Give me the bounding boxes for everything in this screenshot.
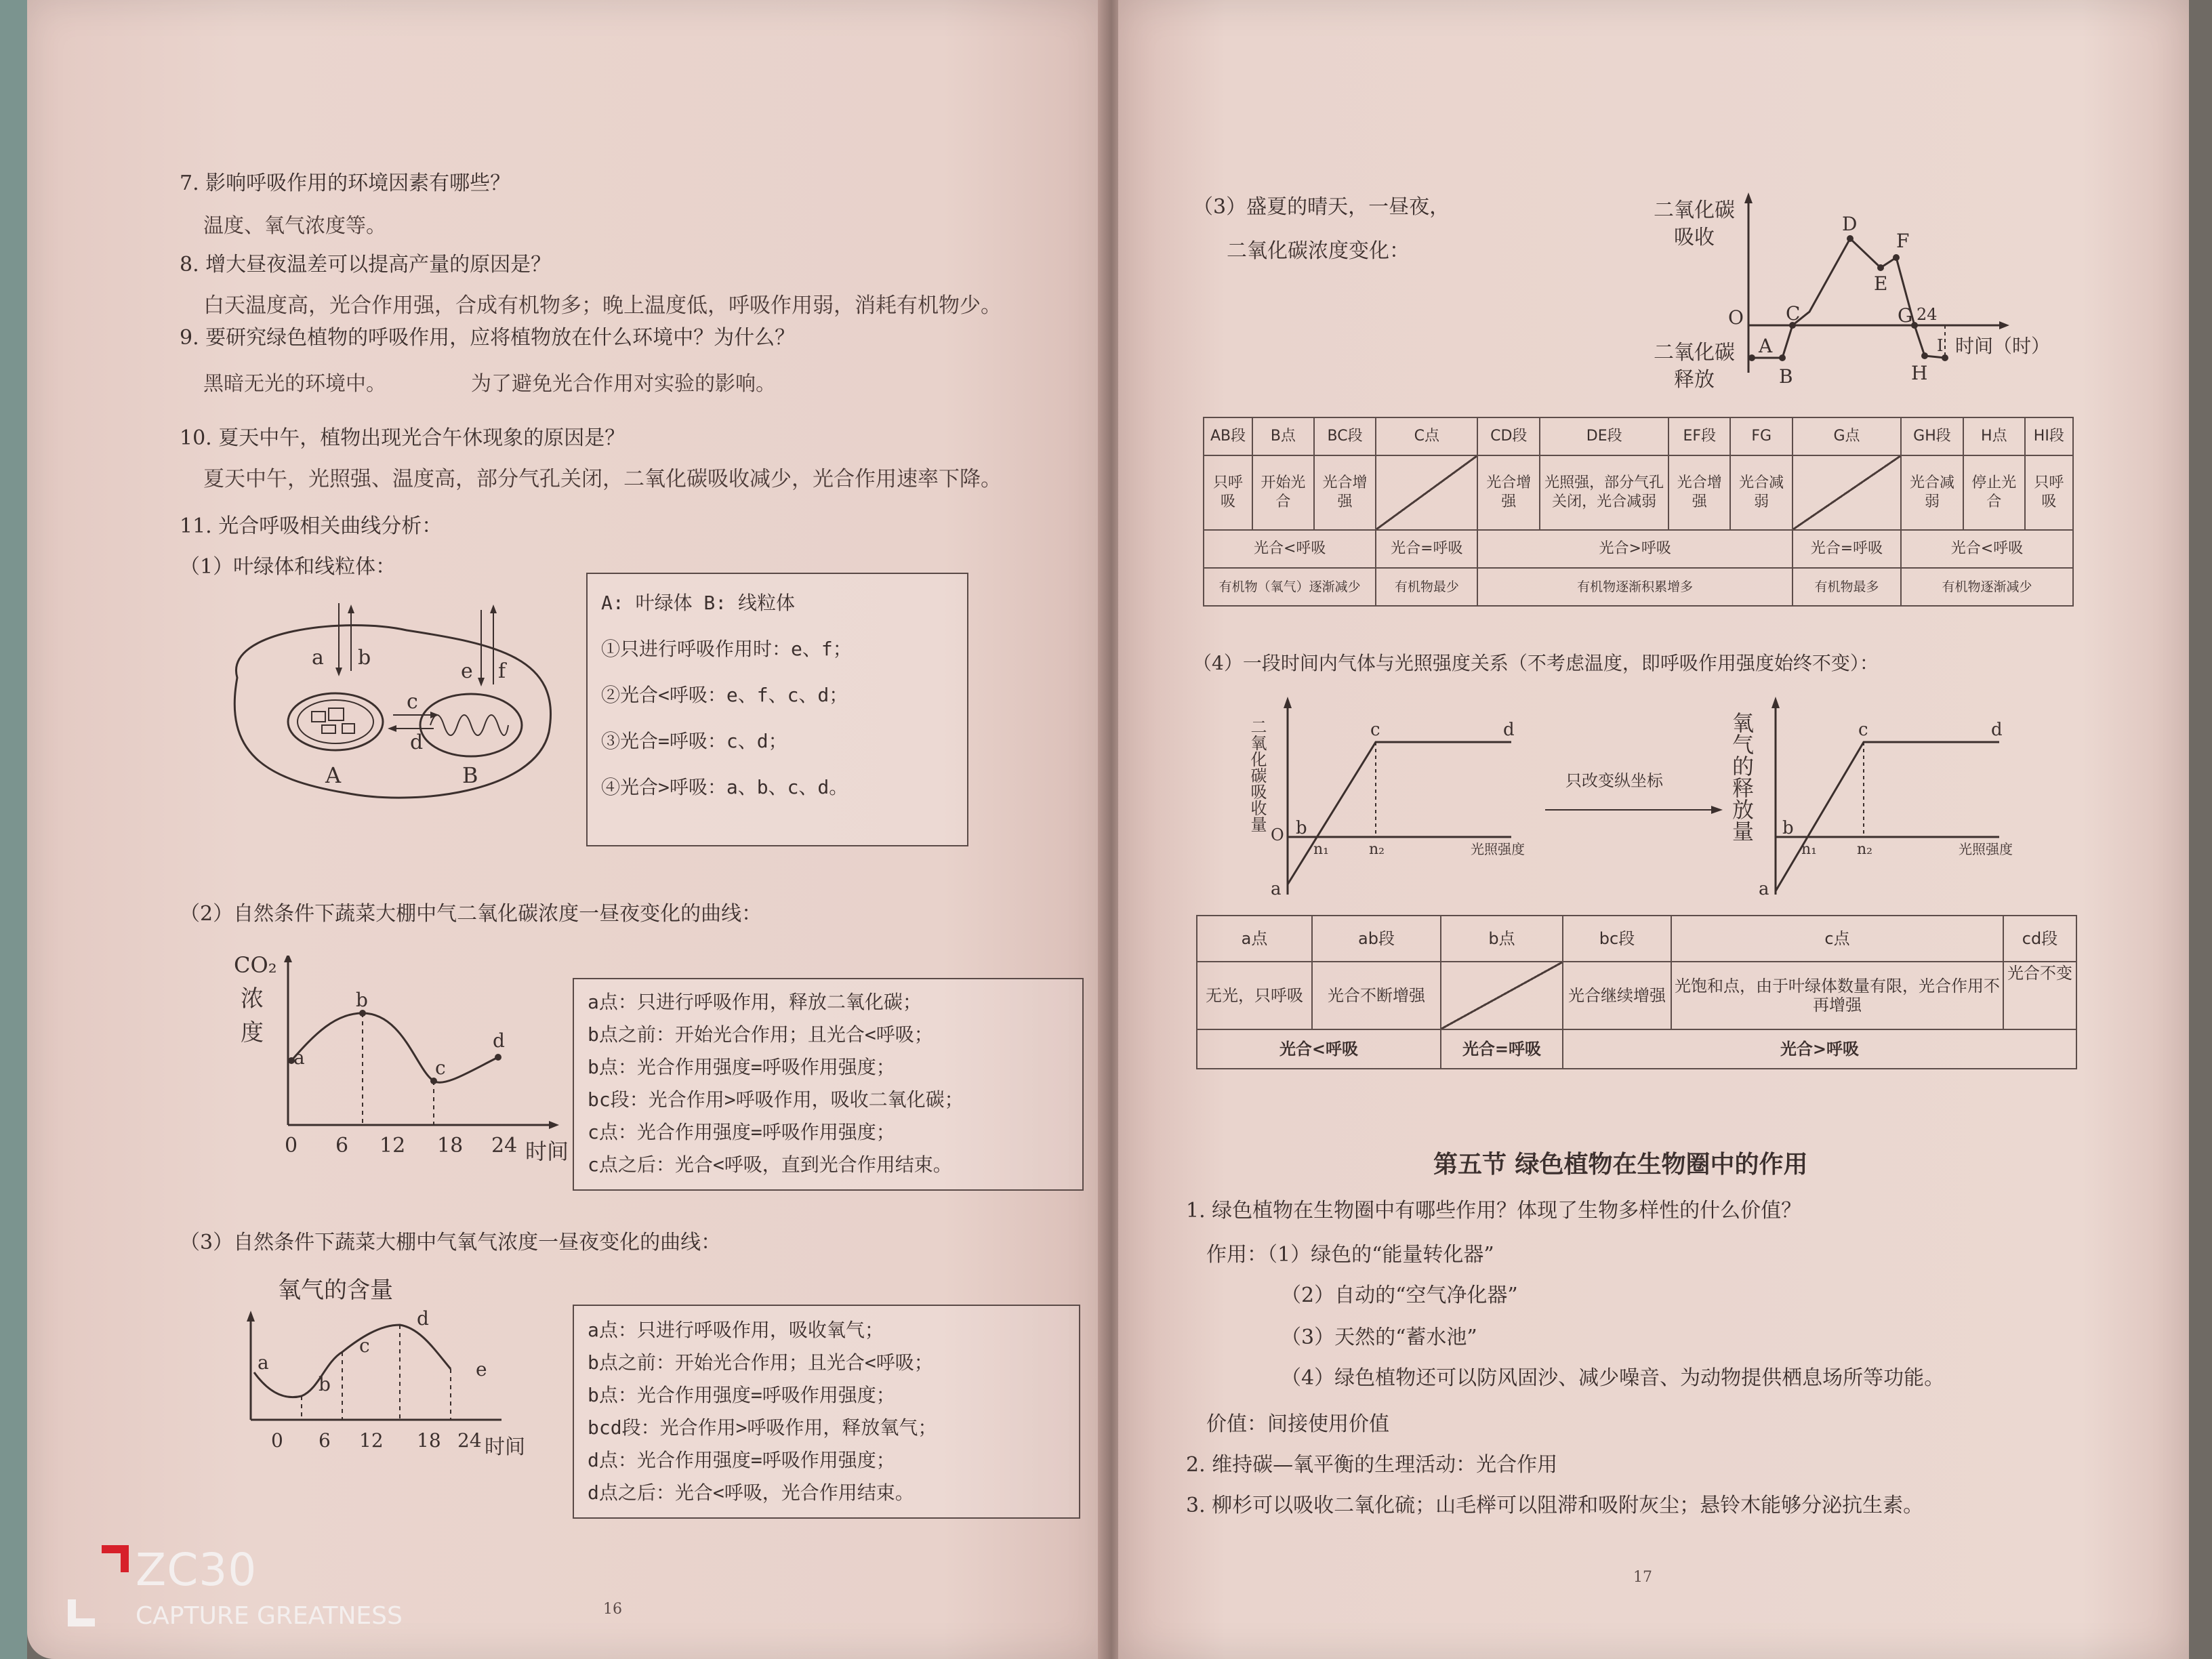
co2-line-6: c点之后：光合<呼吸，直到光合作用结束。 — [588, 1153, 952, 1176]
t2-r2-1: 光合<呼吸 — [1197, 1029, 1441, 1069]
o2-point-e: e — [476, 1358, 487, 1380]
question-8: 8. 增大昼夜温差可以提高产量的原因是？ — [180, 253, 552, 276]
legend-line-4: ③光合=呼吸：c、d； — [601, 730, 787, 752]
section-q1-d: （4）绿色植物还可以防风固沙、减少噪音、为动物提供栖息场所等功能。 — [1281, 1366, 1945, 1390]
answer-7: 温度、氧气浓度等。 — [203, 214, 386, 238]
t1-r1-gh: 光合减弱 — [1901, 455, 1963, 530]
label-f: f — [498, 659, 506, 683]
sub-2-title: （2）自然条件下蔬菜大棚中气二氧化碳浓度一昼夜变化的曲线： — [180, 902, 762, 926]
co2-line-2: b点之前：开始光合作用；且光合<呼吸； — [588, 1023, 933, 1046]
t1-h-h: H点 — [1963, 417, 2025, 455]
section-q1-a: 作用：（1）绿色的“能量转化器” — [1206, 1243, 1494, 1267]
t1-r3-4: 有机物最多 — [1793, 568, 1901, 606]
label-a: a — [312, 646, 324, 670]
g1-b: b — [1296, 818, 1307, 838]
t2-h-bc: bc段 — [1563, 916, 1671, 962]
t2-h-c: c点 — [1671, 916, 2003, 962]
answer-9a: 黑暗无光的环境中。 — [203, 372, 386, 396]
g1-a: a — [1271, 879, 1282, 899]
section-q1-b: （2）自动的“空气净化器” — [1281, 1284, 1518, 1307]
g2-b: b — [1782, 818, 1794, 838]
o2-xlabel: 时间 — [485, 1435, 525, 1459]
curve-E: E — [1874, 272, 1888, 295]
right-page — [1118, 0, 2189, 1659]
co2-point-b: b — [356, 989, 368, 1011]
o2-point-c: c — [359, 1334, 370, 1357]
co2-tick-12: 12 — [380, 1134, 406, 1158]
label-e: e — [461, 659, 473, 683]
curve-D: D — [1842, 213, 1858, 235]
r-sub3-line2: 二氧化碳浓度变化： — [1227, 239, 1410, 263]
t2-r1-cd: 光合不变 — [2003, 962, 2076, 1029]
answer-9b: 为了避免光合作用对实验的影响。 — [471, 372, 776, 396]
curve-y-bot-2: 释放 — [1674, 368, 1715, 392]
g1-xlabel: 光照强度 — [1471, 841, 1525, 857]
label-chloroplast: A — [325, 762, 342, 788]
t1-h-c: C点 — [1376, 417, 1477, 455]
t1-r1-b: 开始光合 — [1252, 455, 1314, 530]
t2-h-b: b点 — [1441, 916, 1563, 962]
t1-r1-ef: 光合增强 — [1668, 455, 1730, 530]
answer-10: 夏天中午，光照强、温度高，部分气孔关闭，二氧化碳吸收减少，光合作用速率下降。 — [203, 467, 1002, 491]
curve-xlabel: 时间（时） — [1955, 335, 2051, 357]
camera-watermark — [27, 1538, 434, 1640]
t2-r1-ab: 光合不断增强 — [1312, 962, 1441, 1029]
t1-h-b: B点 — [1252, 417, 1314, 455]
label-b: b — [358, 646, 371, 670]
co2-ylabel-3: 度 — [241, 1019, 264, 1046]
o2-line-1: a点：只进行呼吸作用，吸收氧气； — [588, 1319, 884, 1341]
label-d: d — [410, 731, 424, 754]
question-11: 11. 光合呼吸相关曲线分析： — [180, 514, 443, 538]
t2-r1-a: 无光，只呼吸 — [1197, 962, 1312, 1029]
legend-line-1: A: 叶绿体 B: 线粒体 — [601, 592, 796, 614]
t2-h-ab: ab段 — [1312, 916, 1441, 962]
co2-tick-24: 24 — [491, 1134, 518, 1158]
co2-explanation-box — [573, 978, 1084, 1191]
legend-line-3: ②光合<呼吸：e、f、c、d； — [601, 684, 848, 706]
section-q2: 2. 维持碳—氧平衡的生理活动：光合作用 — [1186, 1453, 1558, 1477]
t1-r2-1: 光合<呼吸 — [1204, 530, 1376, 568]
section-title: 第五节 绿色植物在生物圈中的作用 — [1433, 1151, 1808, 1179]
o2-point-b: b — [319, 1373, 331, 1395]
t2-r1-b — [1441, 962, 1563, 1029]
t1-h-gh: GH段 — [1901, 417, 1963, 455]
axis-change-label: 只改变纵坐标 — [1565, 771, 1663, 790]
t1-h-hi: HI段 — [2025, 417, 2073, 455]
o2-ylabel: 氧气的含量 — [278, 1277, 393, 1304]
curve-I: I — [1937, 336, 1944, 355]
co2-tick-6: 6 — [335, 1134, 349, 1158]
sub-1-title: （1）叶绿体和线粒体： — [180, 555, 396, 579]
co2-tick-18: 18 — [437, 1134, 464, 1158]
legend-line-2: ①只进行呼吸作用时：e、f； — [601, 638, 852, 660]
o2-line-5: d点：光合作用强度=呼吸作用强度； — [588, 1449, 895, 1471]
t1-r1-c — [1376, 455, 1477, 530]
co2-point-a: a — [293, 1046, 305, 1069]
t2-r1-bc: 光合继续增强 — [1563, 962, 1671, 1029]
co2-line-5: c点：光合作用强度=呼吸作用强度； — [588, 1121, 895, 1143]
g1-o: O — [1271, 825, 1284, 844]
t1-h-de: DE段 — [1540, 417, 1668, 455]
background-edge — [0, 0, 27, 1659]
co2-line-4: bc段：光合作用>呼吸作用，吸收二氧化碳； — [588, 1088, 964, 1111]
g1-n1: n₁ — [1313, 841, 1329, 858]
light-intensity-graphs — [1240, 691, 2121, 908]
curve-F: F — [1896, 230, 1910, 252]
t2-r2-3: 光合>呼吸 — [1563, 1029, 2076, 1069]
o2-point-d: d — [417, 1307, 429, 1330]
co2-point-d: d — [493, 1029, 505, 1052]
light-table — [1196, 915, 2077, 1069]
g2-n1: n₁ — [1801, 841, 1817, 858]
t1-r1-bc: 光合增强 — [1314, 455, 1376, 530]
curve-origin: O — [1728, 306, 1744, 329]
co2-chart — [200, 956, 579, 1172]
page-number-right: 17 — [1633, 1569, 1652, 1586]
t1-r3-2: 有机物最少 — [1376, 568, 1477, 606]
co2-line-1: a点：只进行呼吸作用，释放二氧化碳； — [588, 991, 922, 1013]
t1-r1-ab: 只呼吸 — [1204, 455, 1252, 530]
organelle-diagram — [210, 603, 576, 820]
section-q1-c: （3）天然的“蓄水池” — [1281, 1326, 1477, 1349]
curve-y-top-1: 二氧化碳 — [1654, 199, 1735, 222]
left-page — [27, 0, 1105, 1659]
g2-c: c — [1858, 720, 1868, 740]
g1-ylabel-text: 二氧化碳吸收量 — [1248, 718, 1267, 832]
g1-d: d — [1503, 720, 1515, 740]
r-sub3-line1: （3）盛夏的晴天，一昼夜， — [1193, 195, 1450, 219]
t1-r2-3: 光合>呼吸 — [1477, 530, 1793, 568]
label-mitochondria: B — [462, 762, 478, 788]
t1-r1-h: 停止光合 — [1963, 455, 2025, 530]
curve-y-top-2: 吸收 — [1674, 226, 1715, 249]
co2-day-curve — [1613, 190, 2060, 393]
o2-tick-12: 12 — [359, 1429, 384, 1452]
co2-tick-0: 0 — [285, 1134, 298, 1158]
legend-line-5: ④光合>呼吸：a、b、c、d。 — [601, 776, 848, 798]
question-7: 7. 影响呼吸作用的环境因素有哪些？ — [180, 171, 511, 195]
t1-r1-cd: 光合增强 — [1477, 455, 1540, 530]
curve-A: A — [1759, 335, 1773, 357]
question-9: 9. 要研究绿色植物的呼吸作用，应将植物放在什么环境中？为什么？ — [180, 326, 796, 350]
r-sub4-title: （4）一段时间内气体与光照强度关系（不考虑温度，即呼吸作用强度始终不变）： — [1193, 652, 1879, 674]
o2-tick-18: 18 — [417, 1429, 441, 1452]
co2-ylabel-1: CO₂ — [234, 956, 277, 978]
day-curve-table — [1203, 417, 2074, 607]
t1-h-cd: CD段 — [1477, 417, 1540, 455]
curve-G: G — [1898, 304, 1913, 327]
t1-h-fg: FG — [1730, 417, 1793, 455]
o2-tick-24: 24 — [457, 1429, 482, 1452]
t1-r1-de: 光照强，部分气孔关闭，光合减弱 — [1540, 455, 1668, 530]
section-q3: 3. 柳杉可以吸收二氧化硫；山毛榉可以阻滞和吸附灰尘；悬铃木能够分泌抗生素。 — [1186, 1494, 1924, 1517]
t1-r1-fg: 光合减弱 — [1730, 455, 1793, 530]
curve-24: 24 — [1917, 305, 1938, 324]
g2-a: a — [1759, 879, 1769, 899]
t1-r3-5: 有机物逐渐减少 — [1901, 568, 2073, 606]
g2-n2: n₂ — [1857, 841, 1872, 858]
page-number-left: 16 — [603, 1601, 622, 1618]
t2-h-a: a点 — [1197, 916, 1312, 962]
g2-ylabel-text: 氧气的释放量 — [1729, 712, 1755, 842]
g1-c: c — [1370, 720, 1380, 740]
co2-line-3: b点：光合作用强度=呼吸作用强度； — [588, 1056, 895, 1078]
o2-tick-6: 6 — [319, 1429, 331, 1452]
watermark-slogan: CAPTURE GREATNESS — [136, 1602, 403, 1630]
curve-C: C — [1786, 302, 1801, 325]
o2-explanation-box — [573, 1305, 1080, 1519]
t1-r3-1: 有机物（氧气）逐渐减少 — [1204, 568, 1376, 606]
answer-8: 白天温度高，光合作用强，合成有机物多；晚上温度低，呼吸作用弱，消耗有机物少。 — [203, 293, 1002, 318]
camera-logo-icon — [68, 1545, 136, 1626]
curve-B: B — [1779, 365, 1793, 388]
o2-line-2: b点之前：开始光合作用；且光合<呼吸； — [588, 1351, 933, 1374]
watermark-model: ZC30 — [136, 1544, 258, 1596]
t1-h-ab: AB段 — [1204, 417, 1252, 455]
t1-h-g: G点 — [1793, 417, 1901, 455]
o2-line-3: b点：光合作用强度=呼吸作用强度； — [588, 1384, 895, 1406]
t1-h-ef: EF段 — [1668, 417, 1730, 455]
t2-h-cd: cd段 — [2003, 916, 2076, 962]
co2-ylabel-2: 浓 — [241, 985, 264, 1012]
t2-r1-c: 光饱和点，由于叶绿体数量有限，光合作用不再增强 — [1671, 962, 2003, 1029]
t1-h-bc: BC段 — [1314, 417, 1376, 455]
t1-r2-2: 光合=呼吸 — [1376, 530, 1477, 568]
o2-point-a: a — [258, 1351, 269, 1374]
g2-d: d — [1991, 720, 2003, 740]
curve-y-bot-1: 二氧化碳 — [1654, 341, 1735, 365]
g1-ylabel — [1248, 718, 1267, 832]
curve-H: H — [1911, 362, 1928, 384]
o2-line-6: d点之后：光合<呼吸，光合作用结束。 — [588, 1481, 914, 1504]
t1-r2-5: 光合<呼吸 — [1901, 530, 2073, 568]
o2-line-4: bcd段：光合作用>呼吸作用，释放氧气； — [588, 1416, 937, 1439]
t1-r1-g — [1793, 455, 1901, 530]
section-q1-e: 价值：间接使用价值 — [1206, 1412, 1389, 1436]
section-q1: 1. 绿色植物在生物圈中有哪些作用？体现了生物多样性的什么价值？ — [1186, 1199, 1802, 1223]
g2-xlabel: 光照强度 — [1959, 841, 2013, 857]
sub-3-title: （3）自然条件下蔬菜大棚中气氧气浓度一昼夜变化的曲线： — [180, 1231, 722, 1254]
co2-xlabel: 时间 — [525, 1139, 569, 1164]
o2-chart — [224, 1267, 549, 1471]
o2-tick-0: 0 — [271, 1429, 283, 1452]
co2-point-c: c — [435, 1057, 446, 1079]
question-10: 10. 夏天中午，植物出现光合午休现象的原因是？ — [180, 426, 626, 450]
g1-n2: n₂ — [1369, 841, 1385, 858]
label-c: c — [407, 690, 418, 714]
t1-r2-4: 光合=呼吸 — [1793, 530, 1901, 568]
organelle-legend-box — [586, 573, 968, 846]
t1-r1-hi: 只呼吸 — [2025, 455, 2073, 530]
t1-r3-3: 有机物逐渐积累增多 — [1477, 568, 1793, 606]
t2-r2-2: 光合=呼吸 — [1441, 1029, 1563, 1069]
